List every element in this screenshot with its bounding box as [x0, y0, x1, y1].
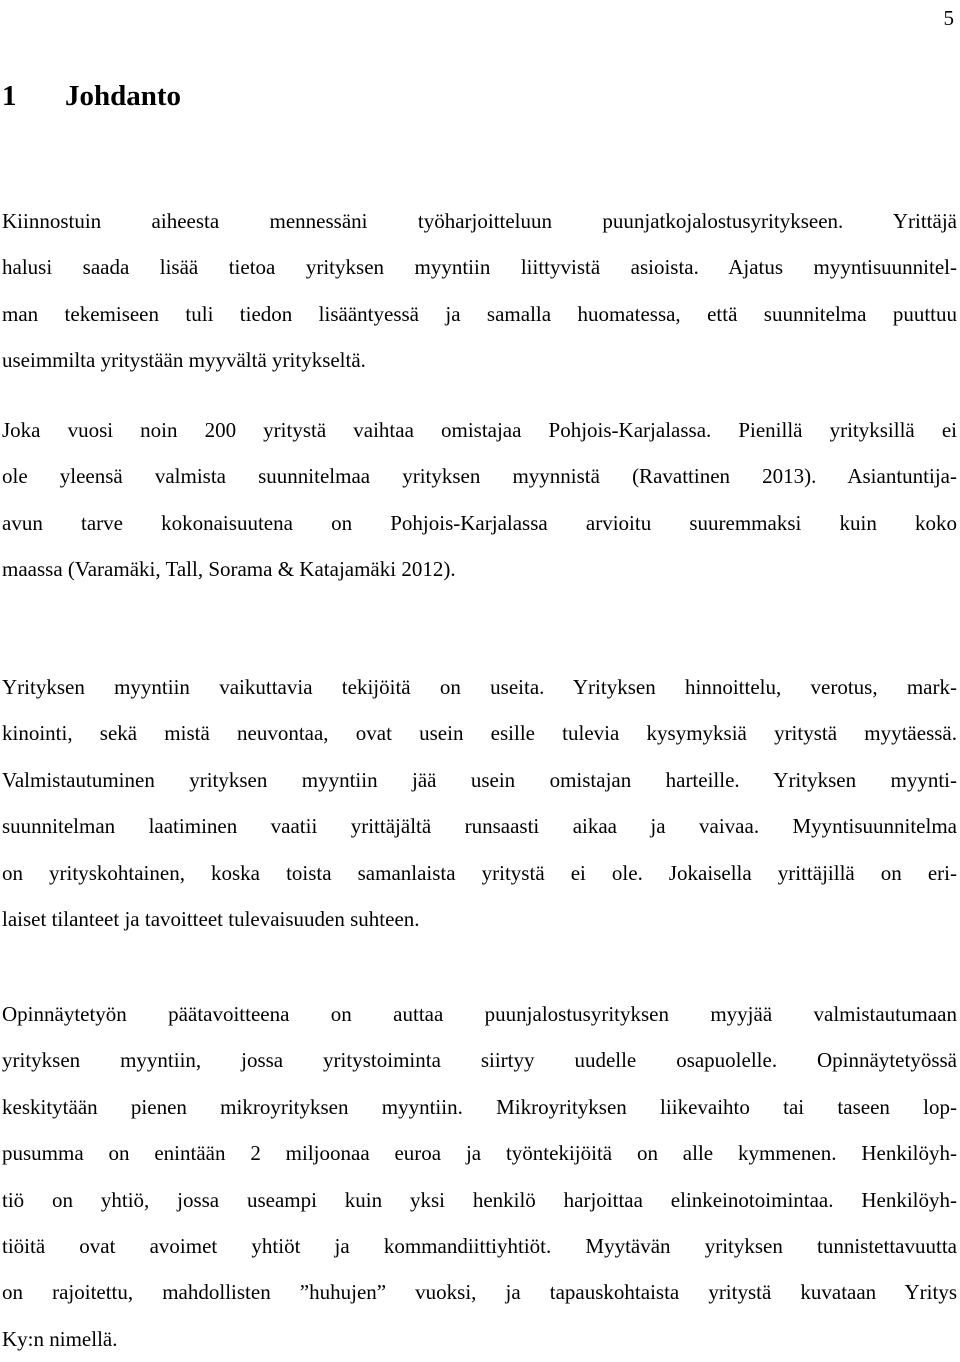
paragraph-line: keskitytään pienen mikroyrityksen myyntiin. Mikroyrityksen liikevaihto tai taseen lop- — [2, 1094, 957, 1119]
paragraph-line: tiö on yhtiö, jossa useampi kuin yksi henkilö harjoittaa elinkeinotoimintaa. Henkilöyh- — [2, 1187, 957, 1212]
paragraph-line: man tekemiseen tuli tiedon lisääntyessä ja samalla huomatessa, että suunnitelma puuttuu — [2, 301, 957, 326]
paragraph-line: Yrityksen myyntiin vaikuttavia tekijöitä on useita. Yrityksen hinnoittelu, verotus, mark- — [2, 675, 957, 699]
paragraph-line: suunnitelman laatiminen vaatii yrittäjältä runsaasti aikaa ja vaivaa. Myyntisuunnitelma — [2, 814, 957, 839]
paragraph-line: maassa (Varamäki, Tall, Sorama & Katajamäki 2012). — [2, 557, 456, 582]
paragraph-line: pusumma on enintään 2 miljoonaa euroa ja työntekijöitä on alle kymmenen. Henkilöyh- — [2, 1141, 957, 1166]
paragraph-line: avun tarve kokonaisuutena on Pohjois-Karjalassa arvioitu suuremmaksi kuin koko — [2, 510, 957, 535]
paragraph-line: Joka vuosi noin 200 yritystä vaihtaa omistajaa Pohjois-Karjalassa. Pienillä yrityksillä ei — [2, 418, 957, 442]
page-number: 5 — [943, 6, 954, 30]
paragraph-4 — [2, 991, 957, 1362]
paragraph-line: laiset tilanteet ja tavoitteet tulevaisuuden suhteen. — [2, 907, 420, 932]
paragraph-line: Opinnäytetyön päätavoitteena on auttaa puunjalostusyrityksen myyjää valmistautumaan — [2, 1002, 957, 1026]
paragraph-line: ole yleensä valmista suunnitelmaa yrityksen myynnistä (Ravattinen 2013). Asiantuntija- — [2, 464, 957, 489]
paragraph-line: Ky:n nimellä. — [2, 1326, 118, 1351]
chapter-title: Johdanto — [65, 80, 182, 112]
paragraph-3 — [2, 664, 957, 942]
paragraph-line: halusi saada lisää tietoa yrityksen myyntiin liittyvistä asioista. Ajatus myyntisuunnitel- — [2, 255, 957, 280]
paragraph-line: tiöitä ovat avoimet yhtiöt ja kommandiittiyhtiöt. Myytävän yrityksen tunnistettavuutta — [2, 1234, 957, 1259]
paragraph-line: on yrityskohtainen, koska toista samanlaista yritystä ei ole. Jokaisella yrittäjillä on eri- — [2, 860, 957, 885]
paragraph-line: yrityksen myyntiin, jossa yritystoiminta siirtyy uudelle osapuolelle. Opinnäytetyössä — [2, 1048, 957, 1073]
chapter-number: 1 — [2, 80, 17, 112]
paragraph-2 — [2, 407, 957, 593]
paragraph-line: kinointi, sekä mistä neuvontaa, ovat usein esille tulevia kysymyksiä yritystä myytäessä. — [2, 721, 957, 746]
paragraph-line: on rajoitettu, mahdollisten ”huhujen” vuoksi, ja tapauskohtaista yritystä kuvataan Yritys — [2, 1280, 957, 1305]
paragraph-1 — [2, 198, 957, 384]
chapter-heading — [2, 78, 181, 114]
paragraph-line: useimmilta yritystään myyvältä yritykseltä. — [2, 348, 366, 373]
paragraph-line: Valmistautuminen yrityksen myyntiin jää usein omistajan harteille. Yrityksen myynti- — [2, 767, 957, 792]
paragraph-line: Kiinnostuin aiheesta mennessäni työharjoitteluun puunjatkojalostusyritykseen. Yrittäjä — [2, 209, 957, 233]
